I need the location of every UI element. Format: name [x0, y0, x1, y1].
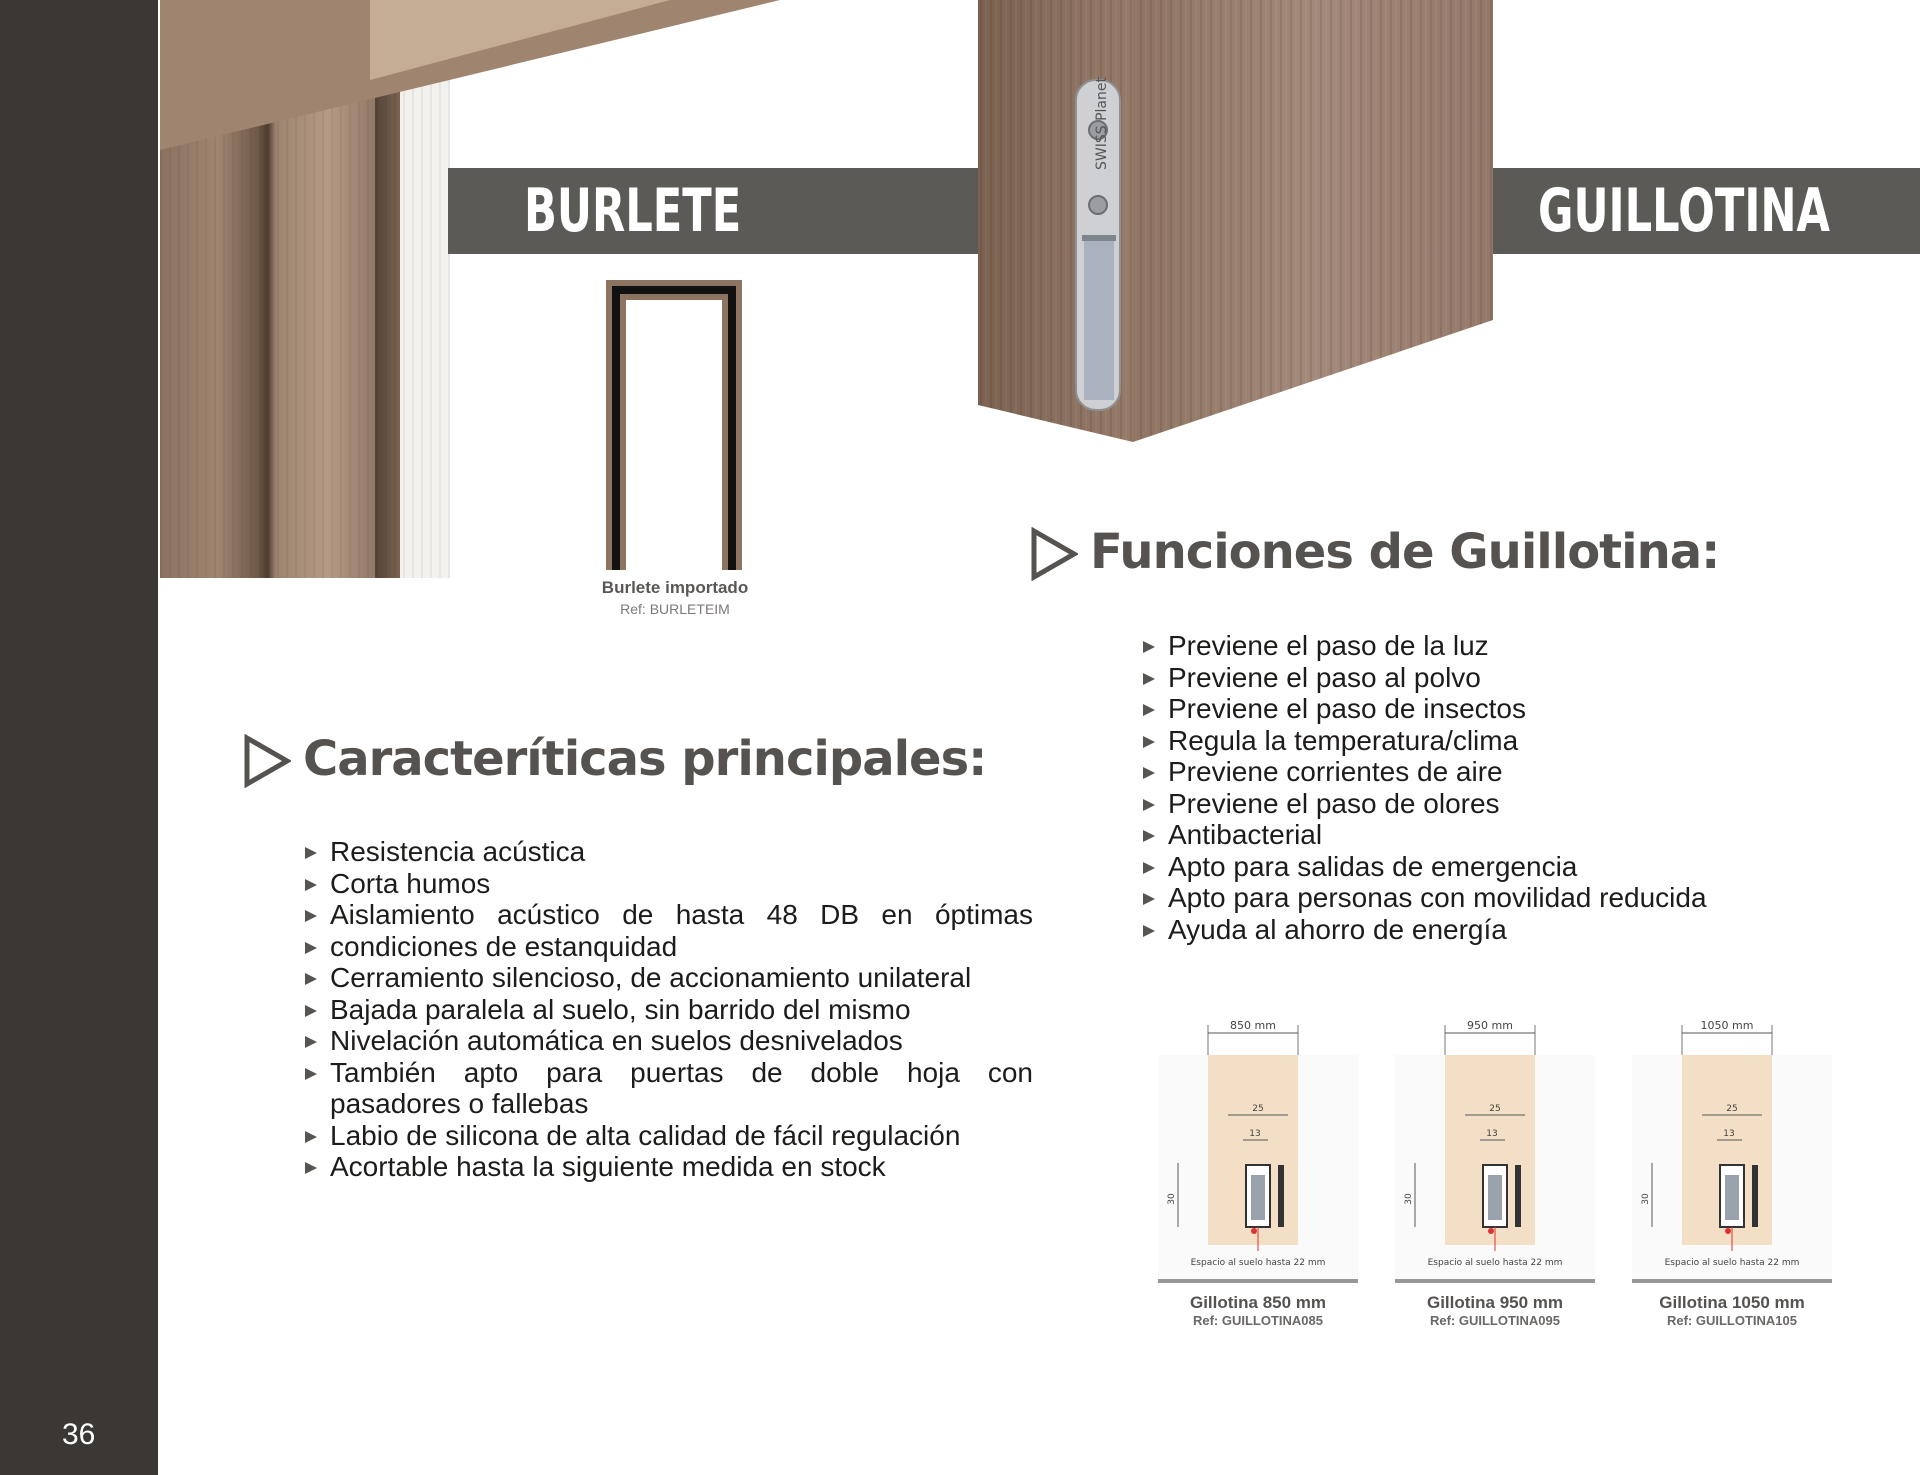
diagram-name: Gillotina 850 mm	[1189, 1293, 1327, 1312]
list-item: Labio de silicona de alta calidad de fácil regulación	[305, 1120, 1033, 1152]
burlete-product-name: Burlete importado	[601, 578, 749, 597]
caracteristicas-heading: Caracteríticas principales:	[303, 731, 987, 787]
guillotina-diagram-950	[1395, 1015, 1595, 1335]
list-item: Regula la temperatura/clima	[1143, 725, 1783, 757]
funciones-heading: Funciones de Guillotina:	[1090, 524, 1720, 580]
list-item: Ayuda al ahorro de energía	[1143, 914, 1783, 946]
list-item: Nivelación automática en suelos desnivelados	[305, 1025, 1033, 1057]
burlete-schematic	[604, 278, 744, 572]
svg-text:13: 13	[1486, 1129, 1498, 1139]
list-item: Previene el paso de la luz	[1143, 630, 1783, 662]
list-item: También apto para puertas de doble hoja con	[305, 1057, 1033, 1089]
svg-text:950 mm: 950 mm	[1467, 1019, 1513, 1032]
list-item: Acortable hasta la siguiente medida en stock	[305, 1151, 1033, 1183]
svg-text:13: 13	[1723, 1129, 1735, 1139]
burlete-product-ref: Ref: BURLETEIM	[620, 601, 730, 617]
svg-text:25: 25	[1489, 1104, 1501, 1114]
list-item: Aislamiento acústico de hasta 48 DB en óptimas	[305, 899, 1033, 931]
play-triangle-icon	[1030, 527, 1078, 581]
svg-text:1050 mm: 1050 mm	[1700, 1019, 1754, 1032]
diagram-ref: Ref: GUILLOTINA105	[1666, 1313, 1797, 1328]
funciones-list	[1143, 630, 1783, 945]
svg-text:Espacio al suelo hasta 22 mm: Espacio al suelo hasta 22 mm	[1664, 1258, 1800, 1268]
page-number: 36	[62, 1418, 96, 1451]
list-item: Corta humos	[305, 868, 1033, 900]
guillotina-diagram-1050	[1632, 1015, 1832, 1335]
svg-text:25: 25	[1252, 1104, 1264, 1114]
list-item: Bajada paralela al suelo, sin barrido del mismo	[305, 994, 1033, 1026]
svg-text:13: 13	[1249, 1129, 1261, 1139]
list-item: Antibacterial	[1143, 819, 1783, 851]
list-item: pasadores o fallebas	[330, 1088, 589, 1119]
svg-text:30: 30	[1404, 1193, 1414, 1205]
list-item: condiciones de estanquidad	[305, 931, 1033, 963]
list-item: Previene el paso de olores	[1143, 788, 1783, 820]
list-item: Apto para personas con movilidad reducida	[1143, 882, 1783, 914]
svg-text:30: 30	[1167, 1193, 1177, 1205]
guillotina-diagram-850	[1158, 1015, 1358, 1335]
list-item: Apto para salidas de emergencia	[1143, 851, 1783, 883]
door-guillotina-photo	[978, 0, 1493, 442]
caracteristicas-list	[305, 836, 1033, 1183]
diagram-name: Gillotina 950 mm	[1426, 1293, 1564, 1312]
svg-text:30: 30	[1641, 1193, 1651, 1205]
list-item: Previene corrientes de aire	[1143, 756, 1783, 788]
svg-text:Espacio al suelo hasta 22 mm: Espacio al suelo hasta 22 mm	[1427, 1258, 1563, 1268]
diagram-ref: Ref: GUILLOTINA085	[1192, 1313, 1323, 1328]
svg-text:Espacio al suelo hasta 22 mm: Espacio al suelo hasta 22 mm	[1190, 1258, 1326, 1268]
diagram-name: Gillotina 1050 mm	[1659, 1293, 1805, 1312]
sidebar-band	[0, 0, 158, 1475]
play-triangle-icon	[243, 734, 291, 788]
list-item: Previene el paso al polvo	[1143, 662, 1783, 694]
list-item: Cerramiento silencioso, de accionamiento unilateral	[305, 962, 1033, 994]
list-item: Resistencia acústica	[305, 836, 1033, 868]
list-item: Previene el paso de insectos	[1143, 693, 1783, 725]
svg-text:850 mm: 850 mm	[1230, 1019, 1276, 1032]
door-brand-label: SWISS Planet	[1094, 77, 1110, 170]
diagram-ref: Ref: GUILLOTINA095	[1429, 1313, 1560, 1328]
svg-text:25: 25	[1726, 1104, 1738, 1114]
burlete-title: BURLETE	[524, 176, 742, 246]
guillotina-title: GUILLOTINA	[1538, 176, 1830, 246]
door-frame-top-highlight	[370, 0, 670, 80]
